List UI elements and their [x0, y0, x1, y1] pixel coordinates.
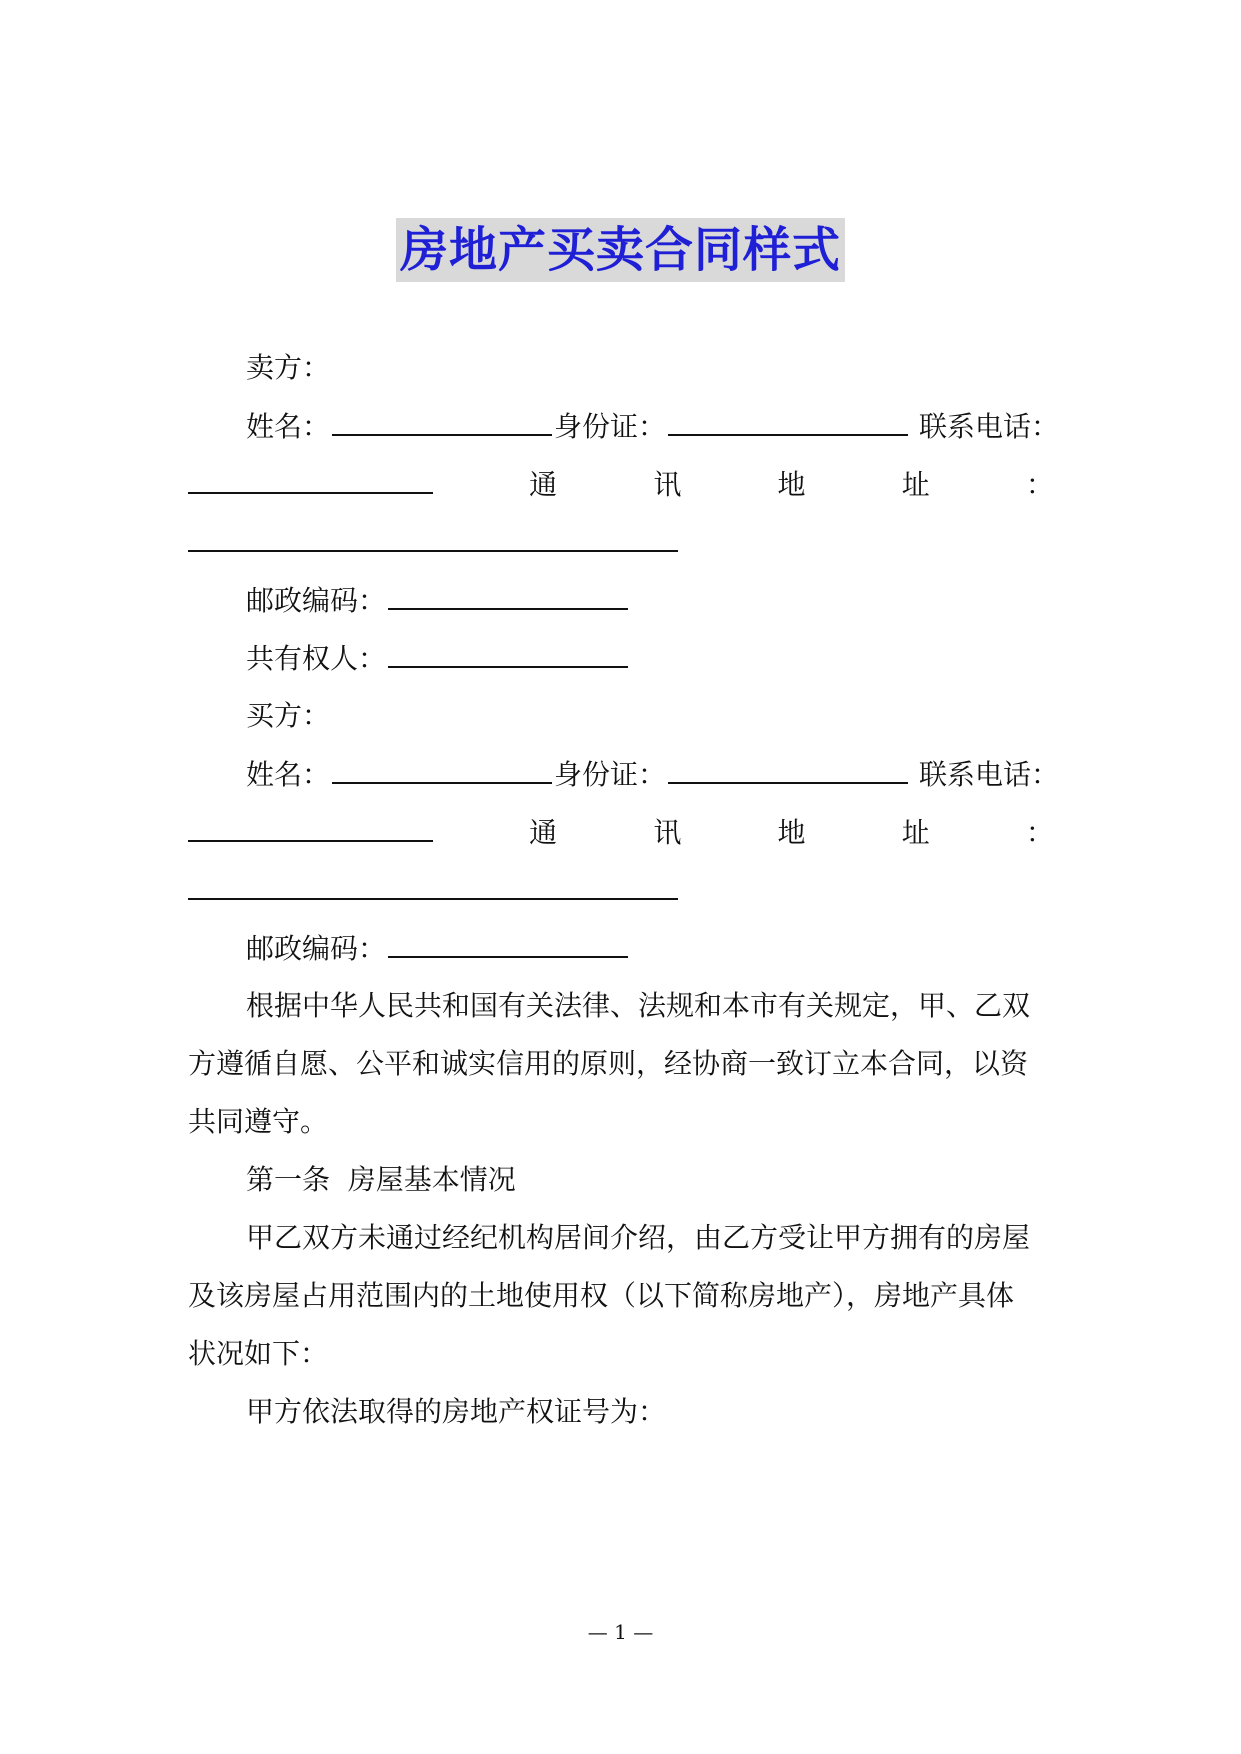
seller-postcode-blank[interactable] — [388, 580, 628, 610]
seller-address-char: 址 — [901, 468, 930, 501]
buyer-name-blank[interactable] — [332, 754, 552, 784]
buyer-phone-label: 联系电话： — [918, 758, 1059, 791]
page-number: — 1 — — [587, 1620, 654, 1644]
seller-name-row — [246, 406, 1059, 447]
seller-address-char: 地 — [777, 468, 806, 501]
seller-address-char: 通 — [529, 468, 558, 501]
seller-address-blank-row — [188, 522, 1054, 563]
seller-name-blank[interactable] — [332, 406, 552, 436]
paragraph-line: 共同遵守。 — [188, 1105, 329, 1138]
seller-address-colon: ： — [1025, 468, 1054, 501]
seller-name-label: 姓名： — [246, 410, 331, 443]
buyer-phone-blank[interactable] — [188, 812, 433, 842]
seller-postcode-label: 邮政编码： — [246, 584, 387, 617]
seller-phone-blank[interactable] — [188, 464, 433, 494]
buyer-heading — [246, 696, 1054, 736]
seller-address-char: 讯 — [653, 468, 682, 501]
buyer-heading-text: 买方： — [246, 699, 331, 732]
seller-address-row — [188, 464, 1054, 505]
paragraph-line: 及该房屋占用范围内的土地使用权（以下简称房地产），房地产具体 — [188, 1279, 1015, 1312]
buyer-name-label: 姓名： — [246, 758, 331, 791]
paragraph-line: 甲方依法取得的房地产权证号为： — [246, 1395, 667, 1428]
buyer-address-colon: ： — [1025, 816, 1054, 849]
buyer-address-blank-row — [188, 870, 1054, 911]
paragraph-line: 方遵循自愿、公平和诚实信用的原则，经协商一致订立本合同，以资 — [188, 1047, 1029, 1080]
buyer-id-blank[interactable] — [668, 754, 908, 784]
co-owner-label: 共有权人： — [246, 642, 387, 675]
seller-address-blank[interactable] — [188, 522, 678, 552]
buyer-address-char: 通 — [529, 816, 558, 849]
seller-id-label: 身份证： — [554, 410, 667, 443]
co-owner-row — [246, 638, 1054, 679]
paragraph-line: 状况如下： — [188, 1337, 329, 1370]
buyer-postcode-blank[interactable] — [388, 928, 628, 958]
buyer-address-char: 址 — [901, 816, 930, 849]
paragraph-line: 甲乙双方未通过经纪机构居间介绍，由乙方受让甲方拥有的房屋 — [246, 1221, 1031, 1254]
seller-heading — [246, 348, 1054, 388]
buyer-address-row — [188, 812, 1054, 853]
seller-phone-label: 联系电话： — [918, 410, 1059, 443]
title-container — [0, 218, 1241, 282]
seller-id-blank[interactable] — [668, 406, 908, 436]
buyer-address-char: 讯 — [653, 816, 682, 849]
seller-postcode-row — [246, 580, 1054, 621]
document-title: 房地产买卖合同样式 — [396, 218, 845, 282]
buyer-address-char: 地 — [777, 816, 806, 849]
seller-heading-text: 卖方： — [246, 351, 331, 384]
buyer-name-row — [246, 754, 1059, 795]
article-1-heading: 第一条 房屋基本情况 — [246, 1163, 516, 1196]
buyer-postcode-label: 邮政编码： — [246, 932, 387, 965]
buyer-address-blank[interactable] — [188, 870, 678, 900]
buyer-id-label: 身份证： — [554, 758, 667, 791]
co-owner-blank[interactable] — [388, 638, 628, 668]
buyer-postcode-row — [246, 928, 1054, 969]
paragraph-line: 根据中华人民共和国有关法律、法规和本市有关规定，甲、乙双 — [246, 989, 1031, 1022]
